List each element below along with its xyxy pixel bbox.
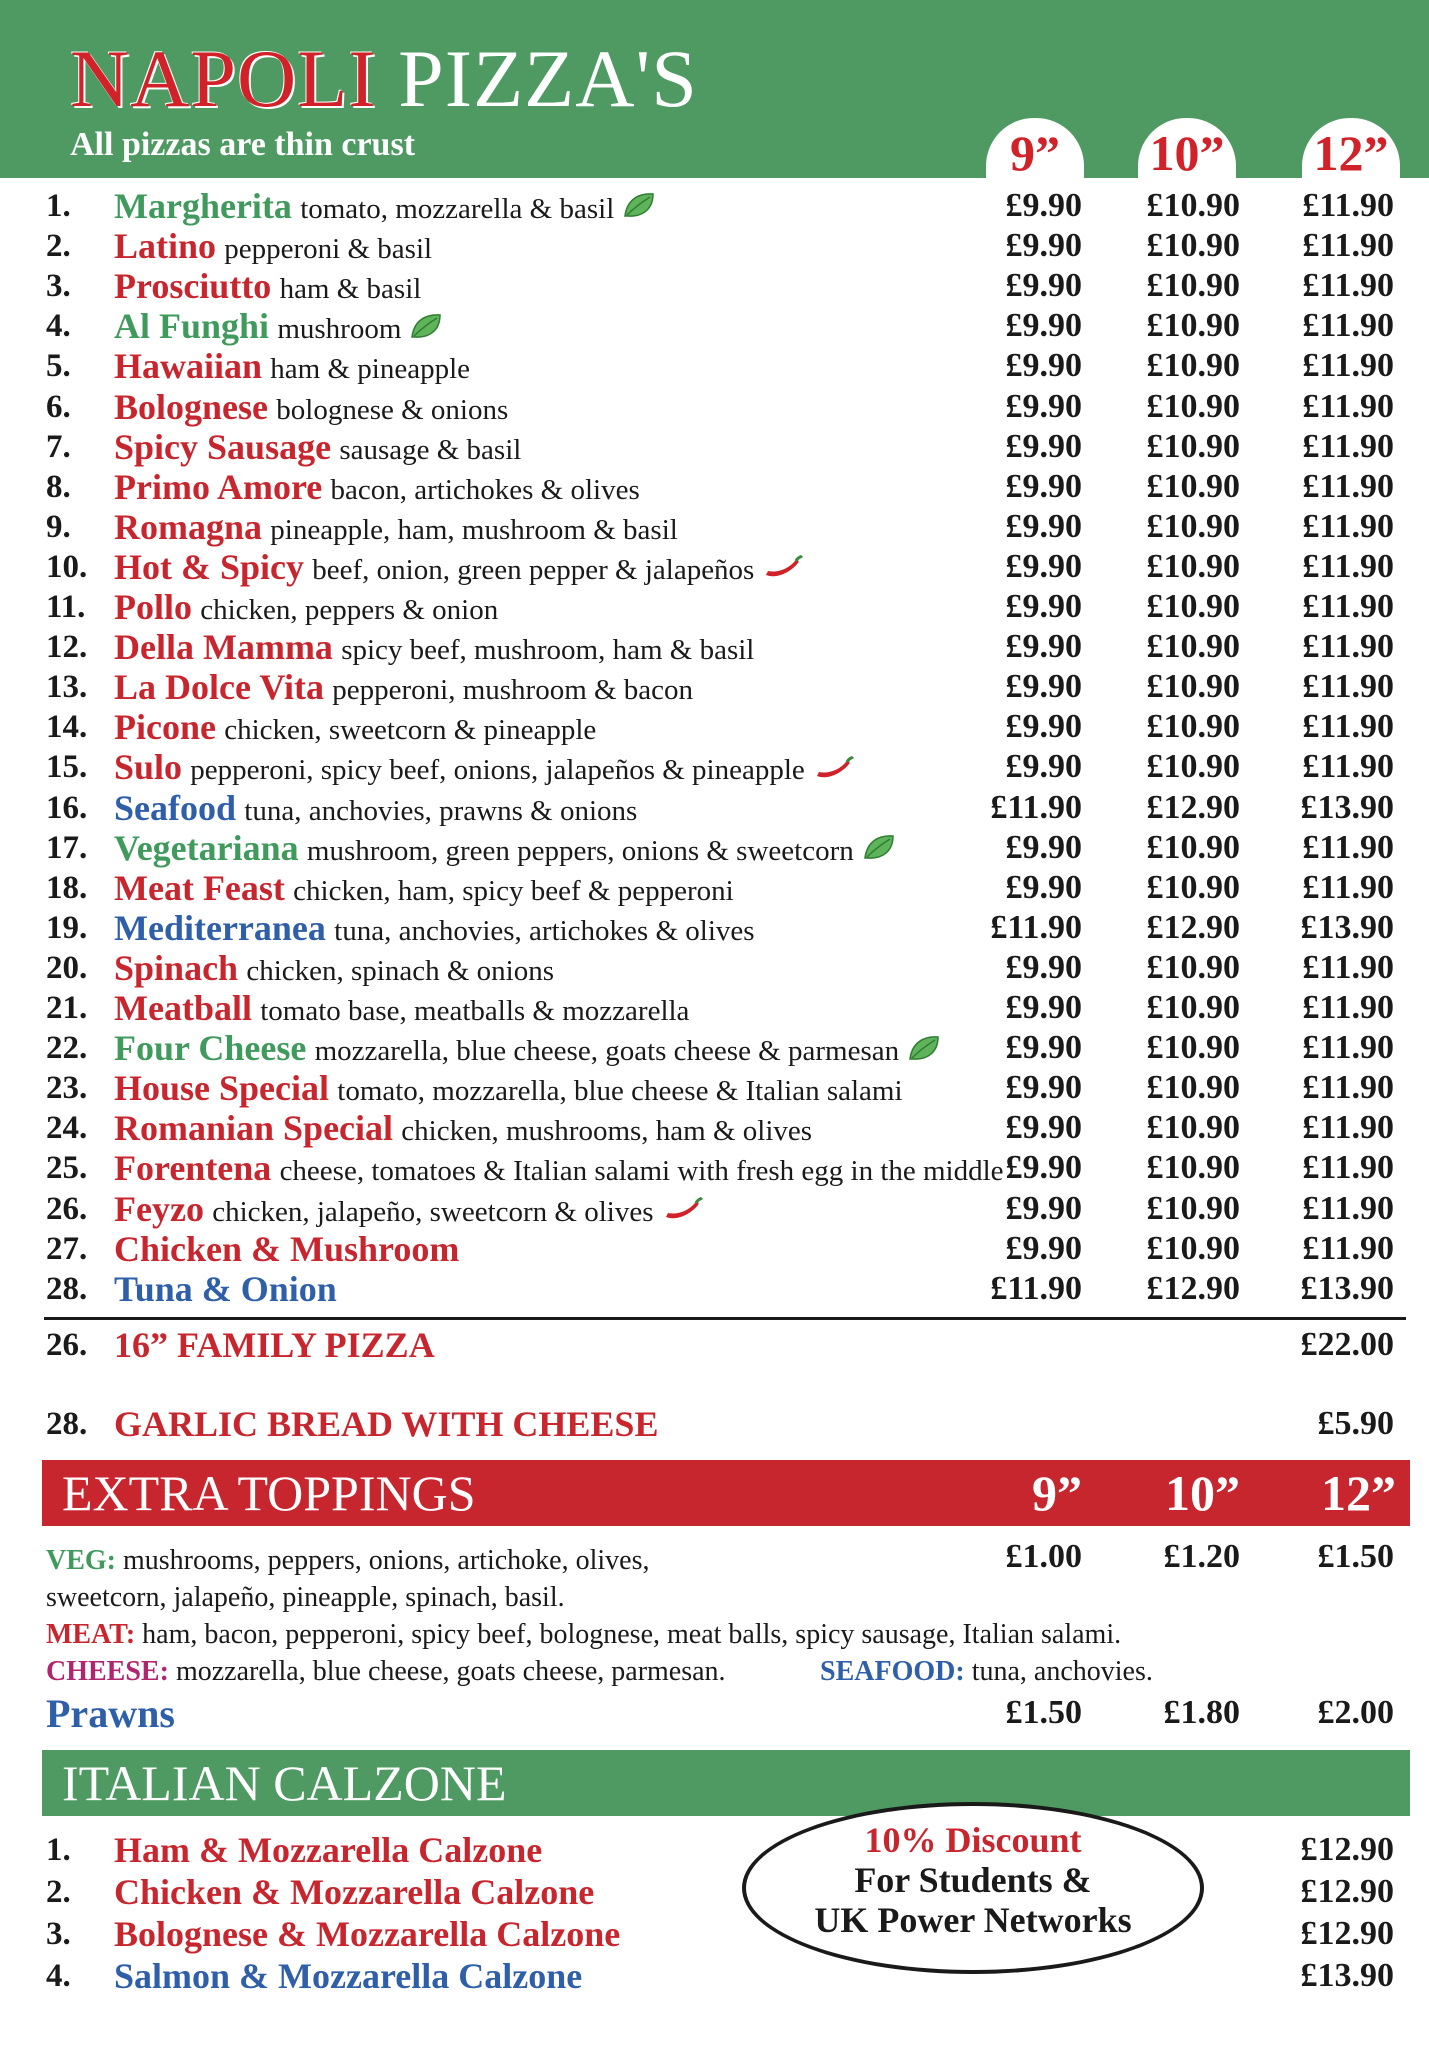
- price-12-inch: £13.90: [1300, 908, 1394, 946]
- price-9-inch: £9.90: [1005, 1029, 1082, 1067]
- veg-label: VEG:: [46, 1545, 116, 1576]
- calzone-price: £12.90: [1300, 1831, 1394, 1868]
- price-9-inch: £9.90: [1005, 1189, 1082, 1227]
- item-name: [114, 346, 470, 389]
- item-name: [114, 1325, 435, 1367]
- item-number: 28.: [46, 1406, 88, 1442]
- calzone-name: Ham & Mozzarella Calzone: [114, 1830, 543, 1870]
- price-9-inch: £9.90: [1005, 427, 1082, 465]
- price-12-inch: £11.90: [1302, 868, 1394, 906]
- item-name: [114, 788, 637, 831]
- seafood-list: tuna, anchovies.: [971, 1656, 1153, 1687]
- price-12-inch: £11.90: [1302, 1029, 1394, 1067]
- item-name: [114, 1269, 337, 1312]
- meat-list: ham, bacon, pepperoni, spicy beef, bolognese, meat balls, spicy sausage, Italian salami.: [142, 1619, 1122, 1650]
- price-garlic-bread: £5.90: [1317, 1405, 1394, 1442]
- pizza-name: Primo Amore: [114, 466, 323, 507]
- item-name: [114, 1028, 941, 1072]
- item-name: [114, 587, 498, 630]
- calzone-name: Bolognese & Mozzarella Calzone: [114, 1914, 621, 1954]
- pizza-row: [0, 1148, 1429, 1188]
- item-number: 26.: [46, 1190, 88, 1227]
- cheese-list: mozzarella, blue cheese, goats cheese, parmesan.: [175, 1656, 726, 1687]
- brand-pizzas: PIZZA'S: [398, 33, 698, 124]
- item-name: [114, 747, 855, 791]
- price-9-inch: £11.90: [990, 788, 1082, 826]
- price-10-inch: £10.90: [1146, 1189, 1240, 1227]
- topping-price-9: £1.00: [1005, 1538, 1082, 1575]
- pizza-name: Sulo: [114, 747, 183, 788]
- price-10-inch: £10.90: [1146, 387, 1240, 425]
- pizza-description: cheese, tomatoes & Italian salami with fresh egg in the middle: [279, 1155, 1004, 1188]
- price-12-inch: £11.90: [1302, 427, 1394, 465]
- item-name: [114, 507, 678, 550]
- brand-title: [70, 33, 698, 124]
- pizza-description: ham & basil: [279, 273, 422, 306]
- price-12-inch: £11.90: [1302, 507, 1394, 545]
- pizza-row: [0, 306, 1429, 346]
- pizza-row: [0, 747, 1429, 787]
- price-9-inch: £9.90: [1005, 187, 1082, 224]
- price-9-inch: £9.90: [1005, 828, 1082, 866]
- item-number: 4.: [46, 308, 71, 345]
- item-name: [114, 427, 521, 470]
- pizza-description: sausage & basil: [339, 433, 522, 466]
- pizza-row: [0, 988, 1429, 1028]
- item-name: [114, 1108, 812, 1151]
- prawns-price-10: £1.80: [1163, 1694, 1240, 1731]
- item-name: [114, 868, 734, 911]
- pizza-description: tomato, mozzarella & basil: [300, 193, 615, 225]
- price-9-inch: £9.90: [1005, 387, 1082, 425]
- pizza-row: [0, 908, 1429, 948]
- price-10-inch: £10.90: [1146, 1029, 1240, 1067]
- price-10-inch: £10.90: [1146, 868, 1240, 906]
- price-12-inch: £11.90: [1302, 267, 1394, 305]
- price-12-inch: £11.90: [1302, 628, 1394, 666]
- price-12-inch: £11.90: [1302, 1149, 1394, 1187]
- pizza-description: tomato, mozzarella, blue cheese & Italian salami: [337, 1075, 903, 1108]
- pizza-row: [0, 1229, 1429, 1269]
- price-10-inch: £10.90: [1146, 748, 1240, 786]
- item-number: 5.: [46, 348, 71, 385]
- price-10-inch: £10.90: [1146, 267, 1240, 305]
- pizza-name: Hawaiian: [114, 346, 263, 387]
- price-12-inch: £13.90: [1300, 788, 1394, 826]
- item-number: 8.: [46, 468, 71, 505]
- item-name: [114, 828, 896, 872]
- pizza-name: Feyzo: [114, 1188, 204, 1229]
- pizza-name: Chicken & Mushroom: [114, 1228, 460, 1269]
- veg-toppings-line1: [46, 1542, 649, 1579]
- item-name: [114, 1830, 542, 1872]
- pizza-row: [0, 186, 1429, 226]
- pizza-row: [0, 627, 1429, 667]
- item-number: 3.: [46, 268, 71, 305]
- price-10-inch: £12.90: [1146, 908, 1240, 946]
- pizza-description: chicken, sweetcorn & pineapple: [224, 714, 597, 747]
- price-10-inch: £10.90: [1146, 1109, 1240, 1147]
- item-number: 7.: [46, 428, 71, 465]
- size-tab-10: 10”: [1138, 118, 1236, 192]
- price-10-inch: £10.90: [1146, 507, 1240, 545]
- price-12-inch: £11.90: [1302, 387, 1394, 425]
- spicy-chili-icon: [762, 551, 804, 591]
- pizza-name: House Special: [114, 1068, 330, 1109]
- size-tab-12: 12”: [1302, 118, 1400, 192]
- pizza-description: tuna, anchovies, artichokes & olives: [334, 914, 755, 947]
- pizza-description: chicken, jalapeño, sweetcorn & olives: [212, 1195, 654, 1228]
- calzone-band: [42, 1750, 1410, 1816]
- pizza-row: [0, 507, 1429, 547]
- pizza-description: tomato base, meatballs & mozzarella: [260, 995, 690, 1027]
- item-number: 12.: [46, 629, 88, 666]
- pizza-name: Mediterranea: [114, 907, 326, 948]
- item-number: 25.: [46, 1150, 88, 1187]
- item-number: 19.: [46, 909, 88, 946]
- price-12-inch: £11.90: [1302, 668, 1394, 706]
- calzone-row: [0, 1872, 1429, 1912]
- pizza-name: Vegetariana: [114, 827, 299, 868]
- pizza-row: [0, 788, 1429, 828]
- topping-price-10: £1.20: [1163, 1538, 1240, 1575]
- calzone-price: £13.90: [1300, 1957, 1394, 1994]
- pizza-row: [0, 707, 1429, 747]
- price-9-inch: £9.90: [1005, 628, 1082, 666]
- calzone-row: [0, 1956, 1429, 1996]
- prawns-price-12: £2.00: [1317, 1694, 1394, 1731]
- garlic-bread-label: GARLIC BREAD WITH CHEESE: [114, 1404, 659, 1444]
- item-number: 1.: [46, 1832, 71, 1868]
- price-12-inch: £11.90: [1302, 989, 1394, 1026]
- price-9-inch: £11.90: [990, 1269, 1082, 1307]
- price-9-inch: £9.90: [1005, 267, 1082, 305]
- pizza-name: Four Cheese: [114, 1028, 307, 1069]
- family-pizza-label: 16” FAMILY PIZZA: [114, 1325, 435, 1365]
- price-10-inch: £10.90: [1146, 427, 1240, 465]
- price-12-inch: £11.90: [1302, 1189, 1394, 1227]
- price-10-inch: £10.90: [1146, 588, 1240, 625]
- pizza-name: Hot & Spicy: [114, 546, 305, 587]
- pizza-description: bacon, artichokes & olives: [330, 473, 640, 506]
- item-number: 4.: [46, 1958, 71, 1994]
- price-10-inch: £10.90: [1146, 948, 1240, 986]
- item-number: 27.: [46, 1230, 88, 1267]
- calzone-price: £12.90: [1300, 1873, 1394, 1910]
- price-9-inch: £9.90: [1005, 227, 1082, 265]
- item-number: 22.: [46, 1030, 88, 1067]
- pizza-description: mushroom, green peppers, onions & sweetcorn: [306, 834, 854, 867]
- pizza-row: [0, 948, 1429, 988]
- item-name: [114, 908, 755, 951]
- pizza-name: Prosciutto: [114, 266, 272, 307]
- veg-list-2: sweetcorn, jalapeño, pineapple, spinach, basil.: [46, 1582, 565, 1613]
- item-number: 1.: [46, 188, 71, 224]
- price-12-inch: £11.90: [1302, 307, 1394, 345]
- prawns-label: Prawns: [46, 1691, 175, 1736]
- pizza-name: Della Mamma: [114, 627, 333, 668]
- pizza-name: Picone: [114, 707, 216, 748]
- price-9-inch: £9.90: [1005, 989, 1082, 1026]
- price-10-inch: £10.90: [1146, 668, 1240, 706]
- pizza-row: [0, 1068, 1429, 1108]
- price-9-inch: £9.90: [1005, 1069, 1082, 1107]
- price-10-inch: £12.90: [1146, 1269, 1240, 1307]
- pizza-description: tuna, anchovies, prawns & onions: [244, 794, 638, 827]
- price-9-inch: £9.90: [1005, 668, 1082, 706]
- price-9-inch: £9.90: [1005, 1109, 1082, 1147]
- pizza-row: [0, 346, 1429, 386]
- pizza-description: chicken, peppers & onion: [200, 594, 499, 626]
- price-9-inch: £9.90: [1005, 1149, 1082, 1187]
- price-10-inch: £10.90: [1146, 187, 1240, 224]
- pizza-name: Spinach: [114, 947, 239, 988]
- discount-badge: [742, 1802, 1204, 1974]
- calzone-name: Salmon & Mozzarella Calzone: [114, 1956, 583, 1996]
- toppings-size-10: 10”: [1165, 1465, 1240, 1521]
- pizza-row: [0, 387, 1429, 427]
- pizza-name: Romagna: [114, 506, 263, 547]
- pizza-name: Al Funghi: [114, 306, 270, 347]
- price-10-inch: £10.90: [1146, 708, 1240, 746]
- item-number: 6.: [46, 388, 71, 425]
- vegetarian-leaf-icon: [907, 1033, 941, 1073]
- item-number: 2.: [46, 1874, 71, 1910]
- crust-note: All pizzas are thin crust: [70, 126, 416, 163]
- cheese-toppings: [46, 1653, 726, 1690]
- price-12-inch: £13.90: [1300, 1269, 1394, 1307]
- item-name: [114, 306, 443, 350]
- topping-price-12: £1.50: [1317, 1538, 1394, 1575]
- pizza-row: [0, 587, 1429, 627]
- price-10-inch: £10.90: [1146, 828, 1240, 866]
- pizza-row: [0, 467, 1429, 507]
- price-10-inch: £10.90: [1146, 628, 1240, 666]
- pizza-description: chicken, spinach & onions: [246, 954, 554, 987]
- item-name: [114, 1148, 1004, 1191]
- item-number: 20.: [46, 949, 88, 986]
- item-number: 13.: [46, 669, 88, 706]
- pizza-name: Tuna & Onion: [114, 1268, 337, 1309]
- price-10-inch: £10.90: [1146, 1229, 1240, 1267]
- discount-headline: 10% Discount: [864, 1820, 1082, 1860]
- price-9-inch: £9.90: [1005, 868, 1082, 906]
- pizza-name: Forentena: [114, 1148, 272, 1189]
- item-name: [114, 948, 554, 991]
- price-12-inch: £11.90: [1302, 948, 1394, 986]
- toppings-size-12: 12”: [1321, 1465, 1396, 1521]
- spicy-chili-icon: [662, 1193, 704, 1233]
- pizza-description: pepperoni, spicy beef, onions, jalapeños & pineapple: [190, 754, 805, 787]
- pizza-description: mozzarella, blue cheese, goats cheese & parmesan: [314, 1035, 900, 1068]
- size-tab-9: 9”: [986, 118, 1084, 192]
- price-12-inch: £11.90: [1302, 588, 1394, 625]
- price-12-inch: £11.90: [1302, 227, 1394, 265]
- pizza-description: chicken, ham, spicy beef & pepperoni: [293, 874, 734, 907]
- veg-toppings-line2: [46, 1579, 565, 1616]
- price-9-inch: £9.90: [1005, 547, 1082, 585]
- cheese-label: CHEESE:: [46, 1656, 169, 1687]
- prawns-price-9: £1.50: [1005, 1694, 1082, 1731]
- pizza-row: [0, 868, 1429, 908]
- item-name: [114, 1914, 620, 1956]
- price-10-inch: £10.90: [1146, 347, 1240, 385]
- brand-napoli: NAPOLI: [70, 33, 377, 124]
- item-name: [114, 1404, 658, 1446]
- price-12-inch: £11.90: [1302, 467, 1394, 505]
- pizza-row: [0, 667, 1429, 707]
- pizza-row: [0, 1269, 1429, 1309]
- item-name: [114, 1956, 582, 1998]
- price-9-inch: £9.90: [1005, 467, 1082, 505]
- veg-list-1: mushrooms, peppers, onions, artichoke, olives,: [123, 1545, 650, 1576]
- price-12-inch: £11.90: [1302, 828, 1394, 866]
- item-number: 26.: [46, 1327, 88, 1363]
- pizza-description: chicken, mushrooms, ham & olives: [401, 1115, 813, 1148]
- item-number: 9.: [46, 508, 71, 545]
- item-number: 24.: [46, 1110, 88, 1147]
- vegetarian-leaf-icon: [862, 832, 896, 872]
- pizza-row: [0, 1189, 1429, 1229]
- calzone-name: Chicken & Mozzarella Calzone: [114, 1872, 595, 1912]
- price-9-inch: £9.90: [1005, 347, 1082, 385]
- pizza-row: [0, 547, 1429, 587]
- seafood-label: SEAFOOD:: [820, 1656, 965, 1687]
- pizza-description: pepperoni & basil: [224, 233, 433, 266]
- pizza-name: Pollo: [114, 587, 192, 627]
- calzone-row: [0, 1830, 1429, 1870]
- price-12-inch: £11.90: [1302, 1069, 1394, 1107]
- pizza-name: Romanian Special: [114, 1108, 394, 1149]
- price-9-inch: £9.90: [1005, 708, 1082, 746]
- price-12-inch: £11.90: [1302, 1229, 1394, 1267]
- item-number: 11.: [46, 589, 86, 625]
- pizza-name: Margherita: [114, 186, 292, 226]
- item-number: 3.: [46, 1916, 71, 1952]
- item-number: 16.: [46, 789, 88, 826]
- discount-line-3: UK Power Networks: [814, 1900, 1132, 1940]
- seafood-toppings: [820, 1653, 1153, 1690]
- vegetarian-leaf-icon: [409, 311, 443, 351]
- pizza-row: [0, 266, 1429, 306]
- price-9-inch: £9.90: [1005, 1229, 1082, 1267]
- extra-toppings-band: [42, 1460, 1410, 1526]
- item-number: 18.: [46, 869, 88, 906]
- item-name: [114, 707, 596, 750]
- price-9-inch: £11.90: [990, 908, 1082, 946]
- calzone-price: £12.90: [1300, 1915, 1394, 1952]
- pizza-row: [0, 226, 1429, 266]
- pizza-row: [0, 427, 1429, 467]
- pizza-name: La Dolce Vita: [114, 667, 324, 708]
- item-name: [114, 387, 508, 430]
- item-number: 2.: [46, 228, 71, 265]
- item-number: 17.: [46, 829, 88, 866]
- pizza-name: Meat Feast: [114, 867, 285, 908]
- item-name: [114, 627, 754, 670]
- item-name: [114, 467, 640, 510]
- extra-toppings-title: EXTRA TOPPINGS: [62, 1465, 476, 1521]
- pizza-row: [0, 828, 1429, 868]
- price-12-inch: £11.90: [1302, 347, 1394, 385]
- family-pizza-row: [0, 1325, 1429, 1365]
- item-name: [114, 1189, 704, 1233]
- price-10-inch: £10.90: [1146, 1069, 1240, 1107]
- calzone-title: ITALIAN CALZONE: [62, 1755, 507, 1811]
- pizza-description: bolognese & onions: [276, 393, 509, 426]
- toppings-size-9: 9”: [1032, 1465, 1082, 1521]
- price-10-inch: £10.90: [1146, 547, 1240, 585]
- item-name: [114, 266, 421, 309]
- pizza-name: Spicy Sausage: [114, 426, 332, 467]
- pizza-row: [0, 1108, 1429, 1148]
- price-10-inch: £10.90: [1146, 989, 1240, 1026]
- pizza-name: Meatball: [114, 988, 252, 1028]
- item-number: 23.: [46, 1070, 88, 1107]
- price-10-inch: £10.90: [1146, 227, 1240, 265]
- price-12-inch: £11.90: [1302, 187, 1394, 224]
- meat-toppings: [46, 1616, 1121, 1653]
- item-name: [114, 186, 656, 230]
- pizza-description: pepperoni, mushroom & bacon: [332, 674, 694, 707]
- price-12-inch: £11.90: [1302, 1109, 1394, 1147]
- pizza-description: spicy beef, mushroom, ham & basil: [341, 634, 755, 667]
- section-divider: [44, 1317, 1406, 1320]
- price-9-inch: £9.90: [1005, 588, 1082, 625]
- price-10-inch: £10.90: [1146, 307, 1240, 345]
- item-name: [114, 547, 804, 591]
- price-12-inch: £11.90: [1302, 547, 1394, 585]
- item-number: 21.: [46, 990, 88, 1026]
- price-9-inch: £9.90: [1005, 507, 1082, 545]
- item-name: [114, 1872, 594, 1914]
- vegetarian-leaf-icon: [622, 190, 656, 230]
- pizza-description: mushroom: [277, 313, 402, 346]
- item-name: [114, 988, 689, 1031]
- item-name: [114, 667, 693, 710]
- item-number: 10.: [46, 548, 88, 585]
- price-9-inch: £9.90: [1005, 948, 1082, 986]
- calzone-row: [0, 1914, 1429, 1954]
- garlic-bread-row: [0, 1404, 1429, 1444]
- pizza-row: [0, 1028, 1429, 1068]
- item-number: 15.: [46, 749, 88, 786]
- pizza-name: Latino: [114, 226, 217, 267]
- price-10-inch: £10.90: [1146, 1149, 1240, 1187]
- meat-label: MEAT:: [46, 1619, 136, 1650]
- discount-line-2: For Students &: [854, 1860, 1092, 1900]
- item-number: 28.: [46, 1270, 88, 1307]
- price-family: £22.00: [1300, 1326, 1394, 1363]
- price-12-inch: £11.90: [1302, 708, 1394, 746]
- pizza-name: Seafood: [114, 787, 237, 828]
- pizza-description: beef, onion, green pepper & jalapeños: [312, 553, 755, 586]
- price-9-inch: £9.90: [1005, 748, 1082, 786]
- price-12-inch: £11.90: [1302, 748, 1394, 786]
- price-10-inch: £12.90: [1146, 788, 1240, 826]
- item-name: [114, 226, 432, 269]
- price-10-inch: £10.90: [1146, 467, 1240, 505]
- spicy-chili-icon: [813, 752, 855, 792]
- pizza-name: Bolognese: [114, 386, 269, 427]
- pizza-description: pineapple, ham, mushroom & basil: [270, 513, 678, 546]
- price-9-inch: £9.90: [1005, 307, 1082, 345]
- pizza-description: ham & pineapple: [270, 353, 470, 386]
- item-name: [114, 1068, 903, 1111]
- item-name: [114, 1229, 459, 1272]
- item-number: 14.: [46, 709, 88, 746]
